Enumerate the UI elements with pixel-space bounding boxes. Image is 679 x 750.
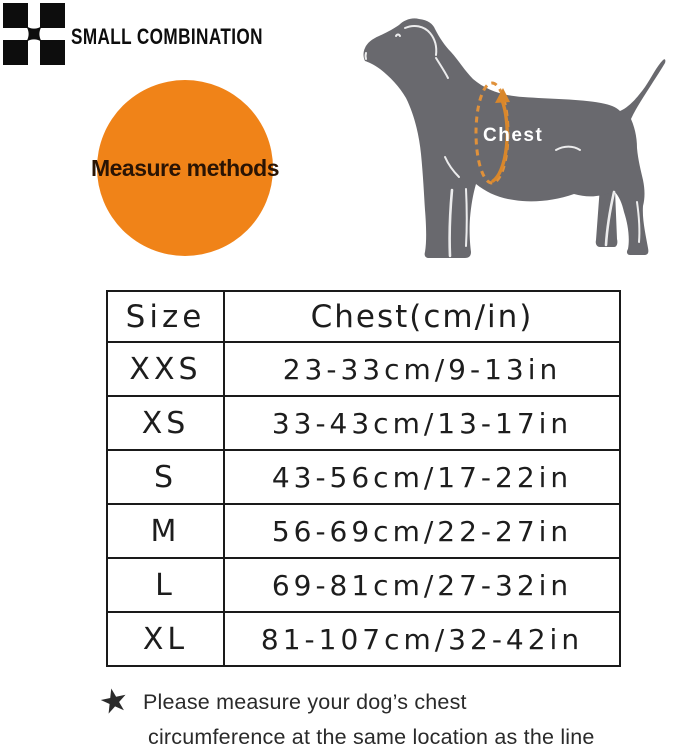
table-row-xxs: [107, 342, 620, 396]
brand-logo-icon: [2, 2, 66, 66]
logo-x-shape: [26, 26, 42, 42]
chest-cell: 81-107cm/32-42in: [224, 612, 620, 666]
header-chest: Chest(cm/in): [224, 291, 620, 342]
table-row-xl: [107, 612, 620, 666]
chest-label: Chest: [483, 125, 544, 146]
note-line-1: Please measure your dog’s chest: [143, 690, 467, 714]
size-table: [106, 290, 621, 667]
size-cell: XL: [107, 612, 224, 666]
star-icon: ★: [95, 679, 133, 722]
table-header-row: [107, 291, 620, 342]
header-size: Size: [107, 291, 224, 342]
brand-name: SMALL COMBINATION: [71, 24, 263, 49]
measure-badge-label: Measure methods: [90, 154, 280, 181]
size-cell: S: [107, 450, 224, 504]
dog-diagram: [352, 14, 672, 264]
table-row-l: [107, 558, 620, 612]
size-cell: L: [107, 558, 224, 612]
chest-cell: 69-81cm/27-32in: [224, 558, 620, 612]
chest-cell: 56-69cm/22-27in: [224, 504, 620, 558]
chest-cell: 23-33cm/9-13in: [224, 342, 620, 396]
logo-square: [3, 3, 28, 28]
measure-methods-badge: [90, 80, 280, 256]
table-row-s: [107, 450, 620, 504]
size-cell: M: [107, 504, 224, 558]
note-line-2: circumference at the same location as the line: [148, 725, 595, 749]
table-row-xs: [107, 396, 620, 450]
logo-square: [40, 40, 65, 65]
logo-square: [3, 40, 28, 65]
logo-square: [40, 3, 65, 28]
size-cell: XXS: [107, 342, 224, 396]
chest-cell: 33-43cm/13-17in: [224, 396, 620, 450]
table-row-m: [107, 504, 620, 558]
chest-cell: 43-56cm/17-22in: [224, 450, 620, 504]
size-cell: XS: [107, 396, 224, 450]
